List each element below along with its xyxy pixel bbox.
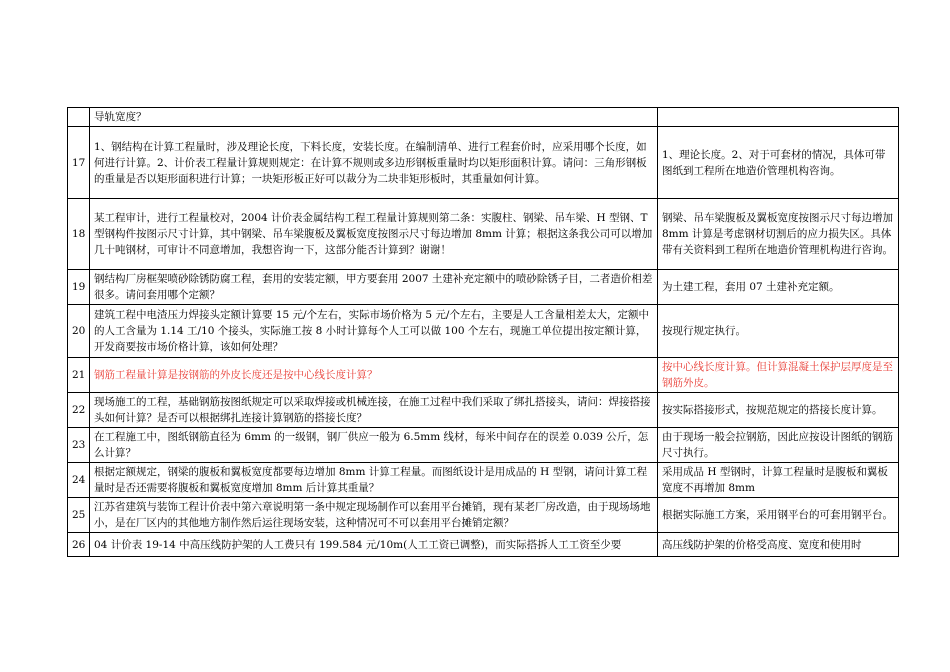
table-row [68, 305, 899, 358]
question-cell: 根据定额规定，钢梁的腹板和翼板宽度都要每边增加 8mm 计算工程量。而图纸设计是用成品的 H 型钢，请问计算工程量时是否还需要将腹板和翼板宽度增加 8mm 后计算其重量？ [90, 463, 658, 498]
row-number: 20 [68, 305, 90, 358]
question-cell: 建筑工程中电渣压力焊接头定额计算要 15 元/个左右，实际市场价格为 5 元/个左右，主要是人工含量相差太大，定额中的人工含量为 1.14 工/10 个接头，实际施工按 8 小时计算每个人工可以做 100 个左右，现施工单位提出按定额计算，开发商要按市场价格计算，该如何处理？ [90, 305, 658, 358]
answer-cell: 根据实际施工方案，采用钢平台的可套用钢平台。 [658, 498, 899, 533]
table-row [68, 108, 899, 127]
answer-cell: 按现行规定执行。 [658, 305, 899, 358]
answer-cell: 为土建工程，套用 07 土建补充定额。 [658, 270, 899, 305]
table-row [68, 533, 899, 557]
table-row [68, 127, 899, 199]
question-cell: 钢筋工程量计算是按钢筋的外皮长度还是按中心线长度计算？ [90, 358, 658, 393]
answer-cell: 按中心线长度计算。但计算混凝土保护层厚度是至钢筋外皮。 [658, 358, 899, 393]
answer-cell: 高压线防护架的价格受高度、宽度和使用时 [658, 533, 899, 557]
row-number: 17 [68, 127, 90, 199]
question-cell: 在工程施工中，图纸钢筋直径为 6mm 的一级钢，钢厂供应一般为 6.5mm 线材，每米中间存在的误差 0.039 公斤，怎么计算？ [90, 428, 658, 463]
row-number [68, 108, 90, 127]
answer-cell: 由于现场一般会拉钢筋，因此应按设计图纸的钢筋尺寸执行。 [658, 428, 899, 463]
question-cell: 钢结构厂房框架喷砂除锈防腐工程，套用的安装定额，甲方要套用 2007 土建补充定额中的喷砂除锈子目，二者造价相差很多。请问套用哪个定额？ [90, 270, 658, 305]
question-cell: 现场施工的工程，基础钢筋按图纸规定可以采取焊接或机械连接，在施工过程中我们采取了绑扎搭接头，请问：焊接搭接头如何计算？是否可以根据绑扎连接计算钢筋的搭接长度？ [90, 393, 658, 428]
question-cell: 江苏省建筑与装饰工程计价表中第六章说明第一条中规定现场制作可以套用平台摊销，现有某老厂房改造，由于现场场地小，是在厂区内的其他地方制作然后运往现场安装，这种情况可不可以套用平台摊销定额？ [90, 498, 658, 533]
table-row [68, 498, 899, 533]
row-number: 25 [68, 498, 90, 533]
question-cell: 导轨宽度？ [90, 108, 658, 127]
table-row [68, 393, 899, 428]
table-row [68, 270, 899, 305]
row-number: 23 [68, 428, 90, 463]
table-row [68, 358, 899, 393]
qa-table-body [68, 108, 899, 557]
answer-cell: 1、理论长度。2、对于可套材的情况，具体可带图纸到工程所在地造价管理机构咨询。 [658, 127, 899, 199]
row-number: 18 [68, 199, 90, 270]
answer-cell: 采用成品 H 型钢时，计算工程量时是腹板和翼板宽度不再增加 8mm [658, 463, 899, 498]
answer-cell: 钢梁、吊车梁腹板及翼板宽度按图示尺寸每边增加 8mm 计算是考虑钢材切割后的应力损失区。具体带有关资料到工程所在地造价管理机构进行咨询。 [658, 199, 899, 270]
row-number: 22 [68, 393, 90, 428]
row-number: 26 [68, 533, 90, 557]
row-number: 24 [68, 463, 90, 498]
table-row [68, 463, 899, 498]
qa-table [67, 107, 899, 557]
answer-cell [658, 108, 899, 127]
question-cell: 某工程审计，进行工程量校对，2004 计价表金属结构工程工程量计算规则第二条：实腹柱、钢梁、吊车梁、H 型钢、T 型钢构件按图示尺寸计算，其中钢梁、吊车梁腹板及翼板宽度按图示尺寸每边增加 8mm 计算；根据这条我公司可以增加几十吨钢材，可审计不同意增加，我想咨询一下，这部分能否计算到？谢谢！ [90, 199, 658, 270]
table-row [68, 199, 899, 270]
row-number: 21 [68, 358, 90, 393]
table-row [68, 428, 899, 463]
answer-cell: 按实际搭接形式，按规范规定的搭接长度计算。 [658, 393, 899, 428]
question-cell: 1、钢结构在计算工程量时，涉及理论长度，下料长度，安装长度。在编制清单、进行工程套价时，应采用哪个长度，如何进行计算。2、计价表工程量计算规则规定：在计算不规则或多边形钢板重量时均以矩形面积计算。请问：三角形钢板的重量是否以矩形面积进行计算；一块矩形板正好可以裁分为二块非矩形板时，其重量如何计算。 [90, 127, 658, 199]
question-cell: 04 计价表 19-14 中高压线防护架的人工费只有 199.584 元/10m(人工工资已调整)，而实际搭拆人工工资至少要 [90, 533, 658, 557]
row-number: 19 [68, 270, 90, 305]
